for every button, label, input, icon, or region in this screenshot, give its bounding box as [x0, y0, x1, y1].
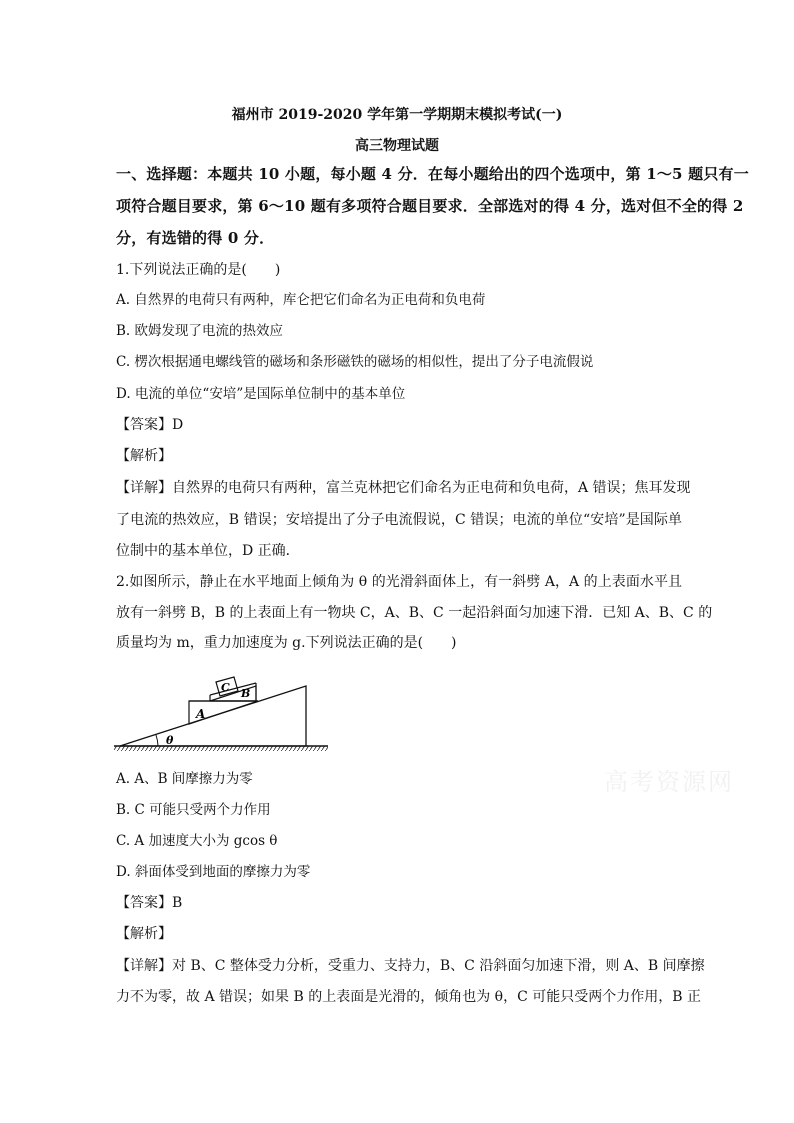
- exam-title: 福州市 2019-2020 学年第一学期期末模拟考试(一): [231, 107, 563, 123]
- q1-analysis-heading: 【解析】: [116, 448, 172, 464]
- exam-subtitle: 高三物理试题: [355, 138, 439, 154]
- ground-hatching: [114, 746, 328, 751]
- q2-option-c: C. A 加速度大小为 gcos θ: [116, 833, 278, 849]
- watermark-text: 高考资源网: [604, 768, 734, 796]
- q1-answer: 【答案】D: [116, 417, 184, 433]
- section-instructions-line-2: 项符合题目要求，第 6～10 题有多项符合题目要求．全部选对的得 4 分，选对但不全的得 2: [116, 197, 744, 215]
- q1-detail-line-3: 位制中的基本单位，D 正确．: [116, 543, 300, 559]
- label-theta: θ: [166, 734, 174, 747]
- q1-detail-line-1: 【详解】自然界的电荷只有两种，富兰克林把它们命名为正电荷和负电荷，A 错误；焦耳发现: [116, 480, 691, 496]
- q2-option-a: A. A、B 间摩擦力为零: [116, 771, 253, 787]
- q1-option-d: D. 电流的单位“安培”是国际单位制中的基本单位: [116, 386, 406, 402]
- q1-option-c: C. 楞次根据通电螺线管的磁场和条形磁铁的磁场的相似性，提出了分子电流假说: [116, 354, 594, 370]
- q2-answer: 【答案】B: [116, 895, 183, 911]
- q1-option-a: A. 自然界的电荷只有两种，库仑把它们命名为正电荷和负电荷: [116, 292, 486, 308]
- section-instructions-line-3: 分，有选错的得 0 分．: [116, 229, 275, 247]
- q2-detail-line-2: 力不为零，故 A 错误；如果 B 的上表面是光滑的，倾角也为 θ，C 可能只受两个力作用，B 正: [116, 989, 701, 1005]
- label-b: B: [241, 687, 251, 700]
- section-instructions-line-1: 一、选择题：本题共 10 小题，每小题 4 分．在每小题给出的四个选项中，第 1～5 题只有一: [116, 165, 749, 183]
- q1-stem: 1.下列说法正确的是( ): [116, 262, 281, 278]
- q2-stem-line-1: 2.如图所示，静止在水平地面上倾角为 θ 的光滑斜面体上，有一斜劈 A，A 的上表面水平且: [116, 574, 682, 590]
- q1-option-b: B. 欧姆发现了电流的热效应: [116, 323, 284, 339]
- q2-option-b: B. C 可能只受两个力作用: [116, 802, 271, 818]
- q2-analysis-heading: 【解析】: [116, 926, 172, 942]
- q2-stem-line-2: 放有一斜劈 B，B 的上表面上有一物块 C，A、B、C 一起沿斜面匀加速下滑．已知 A、B、C 的: [116, 605, 713, 621]
- incline-figure: [110, 666, 332, 756]
- label-c: C: [221, 681, 230, 694]
- q1-detail-line-2: 了电流的热效应，B 错误；安培提出了分子电流假说，C 错误；电流的单位“安培”是国际单: [116, 512, 682, 528]
- q2-detail-line-1: 【详解】对 B、C 整体受力分析，受重力、支持力，B、C 沿斜面匀加速下滑，则 A、B 间摩擦: [116, 958, 705, 974]
- label-a: A: [196, 707, 206, 721]
- angle-arc: [156, 735, 158, 746]
- q2-option-d: D. 斜面体受到地面的摩擦力为零: [116, 864, 311, 880]
- q2-stem-line-3: 质量均为 m，重力加速度为 g.下列说法正确的是( ): [116, 635, 457, 651]
